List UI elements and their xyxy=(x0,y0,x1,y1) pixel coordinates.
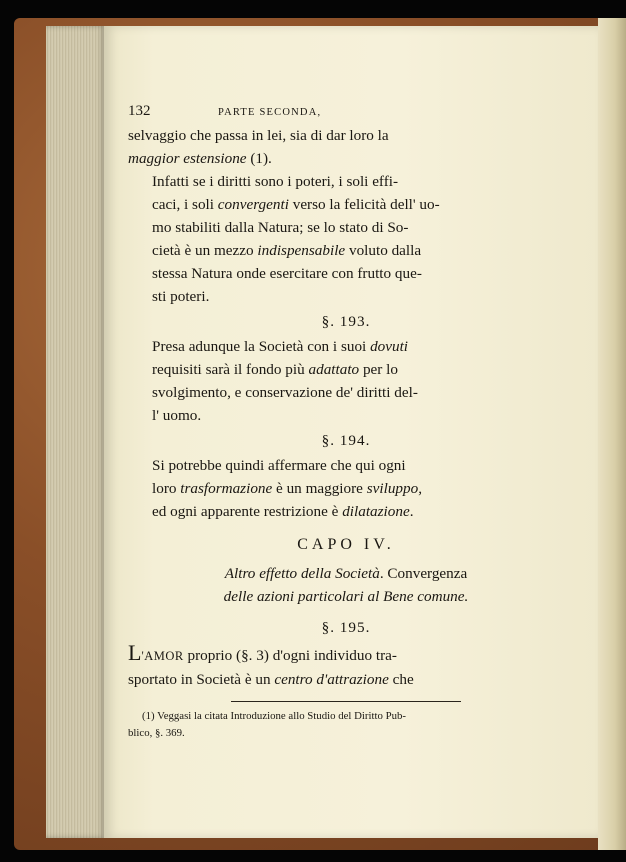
paragraph-diritti: Infatti se i diritti sono i poteri, i soli effi- caci, i soli convergenti verso la felicità dell' uo- mo stabiliti dalla Natura; se lo stato di So- cietà è un mezzo indispensabile voluto dalla stessa Natura onde esercitare con frutto que- sti poteri. xyxy=(152,173,440,305)
paragraph-continuation: selvaggio che passa in lei, sia di dar loro la maggior estensione (1). xyxy=(128,127,389,167)
page-number: 132 xyxy=(128,103,151,119)
chapter-subtitle: Altro effetto della Società. Convergenza delle azioni particolari al Bene comune. xyxy=(223,565,469,605)
opposite-page-edge xyxy=(598,18,626,850)
paragraph-trasformazione: Si potrebbe quindi affermare che qui ogni loro trasformazione è un maggiore sviluppo, ed ogni apparente restrizione è dilatazione. xyxy=(152,457,422,520)
running-head: PARTE SECONDA, xyxy=(218,107,322,118)
page-edges xyxy=(46,26,106,838)
section-heading-195: §. 195. xyxy=(321,619,371,636)
section-heading-194: §. 194. xyxy=(321,432,371,449)
paragraph-amor-proprio: L'AMOR proprio (§. 3) d'ogni individuo tra- sportato in Società è un centro d'attrazione che xyxy=(128,640,414,688)
footnote: (1) Veggasi la citata Introduzione allo Studio del Diritto Pub- blico, §. 369. xyxy=(128,710,406,739)
page-header xyxy=(128,100,564,124)
drop-capital: L xyxy=(128,640,142,665)
footnote-rule xyxy=(231,701,461,702)
paragraph-societa: Presa adunque la Società con i suoi dovuti requisiti sarà il fondo più adattato per lo svolgimento, e conservazione de' diritti del- l' uomo. xyxy=(152,338,418,424)
page-content xyxy=(128,100,564,742)
chapter-title: CAPO IV. xyxy=(297,536,395,553)
section-heading-193: §. 193. xyxy=(321,313,371,330)
